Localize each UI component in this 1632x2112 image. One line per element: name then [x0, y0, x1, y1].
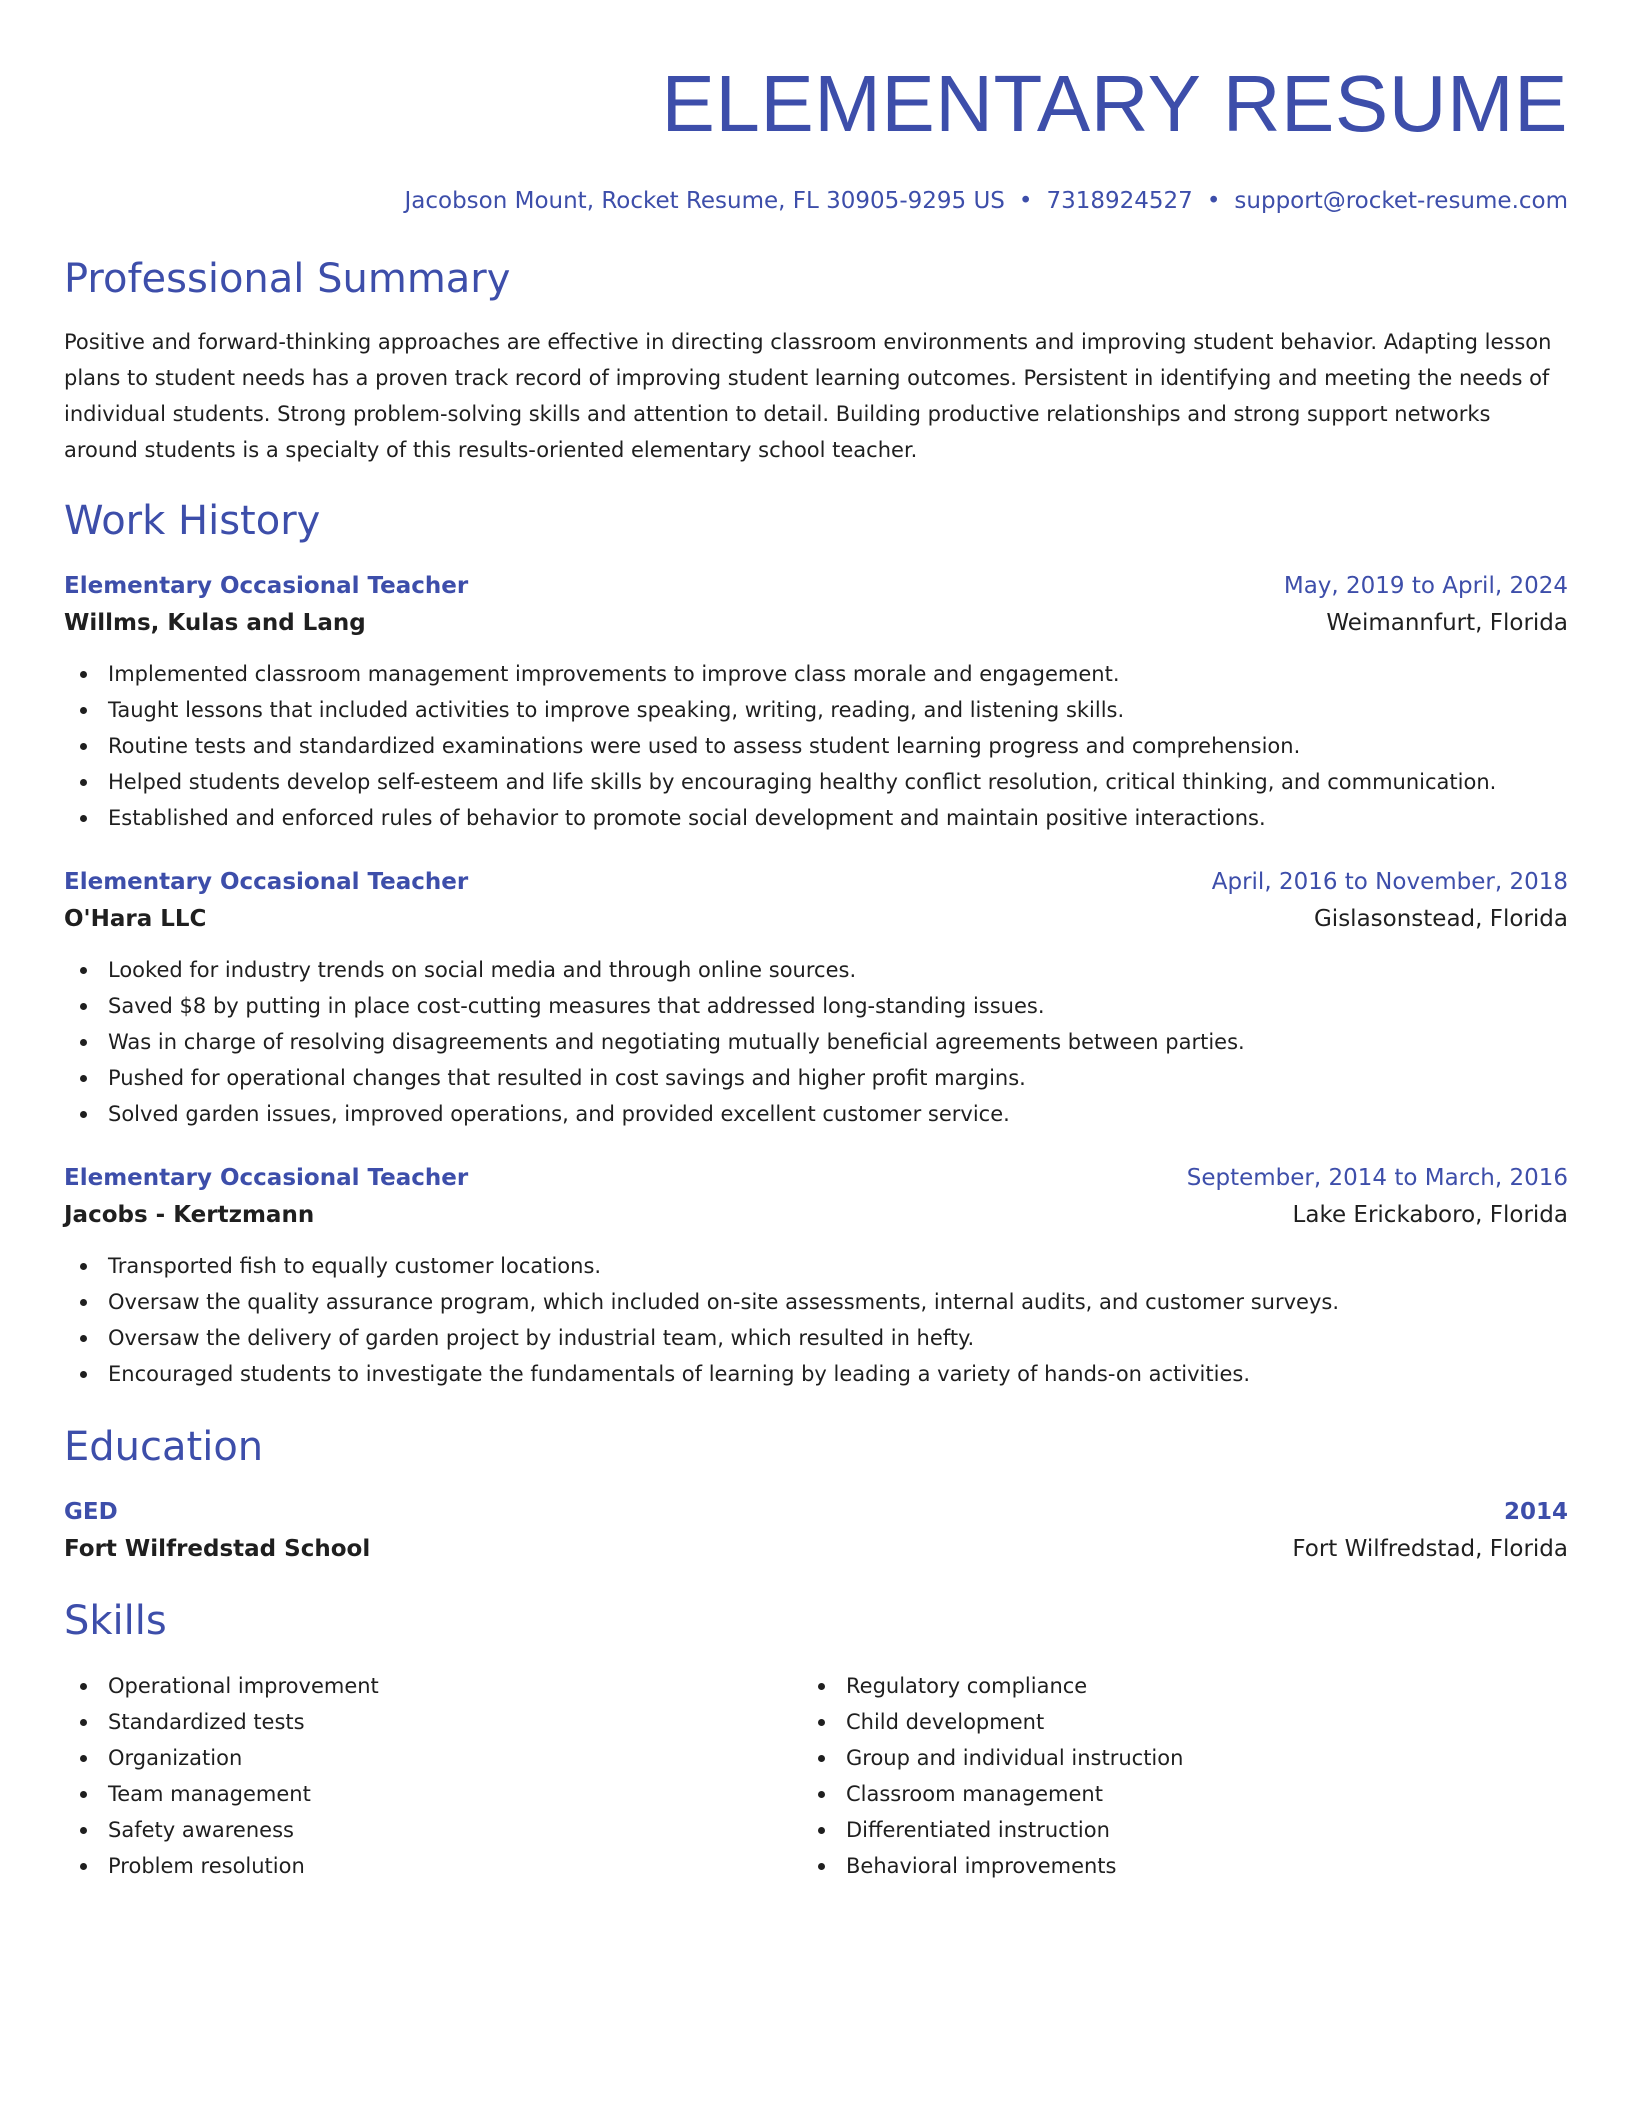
- contact-email[interactable]: support@rocket-resume.com: [1234, 188, 1568, 214]
- list-item: Looked for industry trends on social media and through online sources.: [64, 952, 1568, 988]
- education-school: Fort Wilfredstad School: [64, 1536, 371, 1562]
- skill-item: Behavioral improvements: [802, 1848, 1540, 1884]
- education-entry: [64, 1494, 1568, 1568]
- skill-item: Problem resolution: [64, 1848, 802, 1884]
- job-title: Elementary Occasional Teacher: [64, 573, 469, 599]
- skills-heading: Skills: [64, 1598, 167, 1644]
- job-bullets: [64, 1248, 1568, 1392]
- list-item: Implemented classroom management improvements to improve class morale and engagement.: [64, 656, 1568, 692]
- work-history-list: [64, 568, 1568, 1392]
- skill-item: Organization: [64, 1740, 802, 1776]
- list-item: Established and enforced rules of behavior to promote social development and maintain positive interactions.: [64, 800, 1568, 836]
- summary-heading: Professional Summary: [64, 256, 511, 302]
- skill-item: Child development: [802, 1704, 1540, 1740]
- job-title: Elementary Occasional Teacher: [64, 869, 469, 895]
- list-item: Encouraged students to investigate the fundamentals of learning by leading a variety of hands-on activities.: [64, 1356, 1568, 1392]
- job-entry: [64, 864, 1568, 1132]
- job-dates: September, 2014 to March, 2016: [1186, 1165, 1568, 1191]
- skill-item: Classroom management: [802, 1776, 1540, 1812]
- list-item: Was in charge of resolving disagreements and negotiating mutually beneficial agreements between parties.: [64, 1024, 1568, 1060]
- list-item: Transported fish to equally customer locations.: [64, 1248, 1568, 1284]
- job-title: Elementary Occasional Teacher: [64, 1165, 469, 1191]
- job-location: Lake Erickaboro, Florida: [1292, 1202, 1568, 1228]
- education-location: Fort Wilfredstad, Florida: [1292, 1536, 1568, 1562]
- job-company: Willms, Kulas and Lang: [64, 610, 366, 636]
- list-item: Routine tests and standardized examinations were used to assess student learning progress and comprehension.: [64, 728, 1568, 764]
- list-item: Pushed for operational changes that resulted in cost savings and higher profit margins.: [64, 1060, 1568, 1096]
- skills-column-left: [64, 1668, 802, 1884]
- job-bullets: [64, 952, 1568, 1132]
- resume-header: [64, 58, 1568, 216]
- skill-item: Differentiated instruction: [802, 1812, 1540, 1848]
- skill-item: Regulatory compliance: [802, 1668, 1540, 1704]
- contact-address: Jacobson Mount, Rocket Resume, FL 30905-9295 US: [404, 188, 1005, 214]
- contact-separator: •: [1018, 188, 1033, 214]
- education-year: 2014: [1503, 1499, 1568, 1525]
- list-item: Oversaw the delivery of garden project by industrial team, which resulted in hefty.: [64, 1320, 1568, 1356]
- skill-item: Safety awareness: [64, 1812, 802, 1848]
- education-heading: Education: [64, 1424, 264, 1470]
- job-entry: [64, 1160, 1568, 1392]
- skill-item: Standardized tests: [64, 1704, 802, 1740]
- list-item: Solved garden issues, improved operations, and provided excellent customer service.: [64, 1096, 1568, 1132]
- skills-list: [64, 1668, 1568, 1884]
- job-company: O'Hara LLC: [64, 906, 207, 932]
- list-item: Oversaw the quality assurance program, which included on-site assessments, internal audits, and customer surveys.: [64, 1284, 1568, 1320]
- job-bullets: [64, 656, 1568, 836]
- list-item: Saved $8 by putting in place cost-cutting measures that addressed long-standing issues.: [64, 988, 1568, 1024]
- job-dates: May, 2019 to April, 2024: [1283, 573, 1568, 599]
- list-item: Taught lessons that included activities to improve speaking, writing, reading, and listening skills.: [64, 692, 1568, 728]
- resume-name: ELEMENTARY RESUME: [661, 59, 1568, 148]
- job-company: Jacobs - Kertzmann: [64, 1202, 315, 1228]
- skill-item: Operational improvement: [64, 1668, 802, 1704]
- work-history-heading: Work History: [64, 498, 321, 544]
- skill-item: Group and individual instruction: [802, 1740, 1540, 1776]
- job-entry: [64, 568, 1568, 836]
- skill-item: Team management: [64, 1776, 802, 1812]
- job-location: Weimannfurt, Florida: [1326, 610, 1568, 636]
- job-location: Gislasonstead, Florida: [1313, 906, 1568, 932]
- job-dates: April, 2016 to November, 2018: [1211, 869, 1568, 895]
- list-item: Helped students develop self-esteem and life skills by encouraging healthy conflict resolution, critical thinking, and communication.: [64, 764, 1568, 800]
- skills-column-right: [802, 1668, 1540, 1884]
- contact-phone: 7318924527: [1046, 188, 1193, 214]
- summary-text: Positive and forward-thinking approaches are effective in directing classroom environments and improving student behavior. Adapting lesson plans to student needs has a proven track record of improving student learning outcomes. Persistent in identifying and meeting the needs of individual students. Strong problem-solving skills and attention to detail. Building productive relationships and strong support networks around students is a specialty of this results-oriented elementary school teacher.: [64, 330, 1552, 462]
- contact-separator: •: [1206, 188, 1221, 214]
- contact-line: [64, 186, 1568, 216]
- education-degree: GED: [64, 1499, 118, 1525]
